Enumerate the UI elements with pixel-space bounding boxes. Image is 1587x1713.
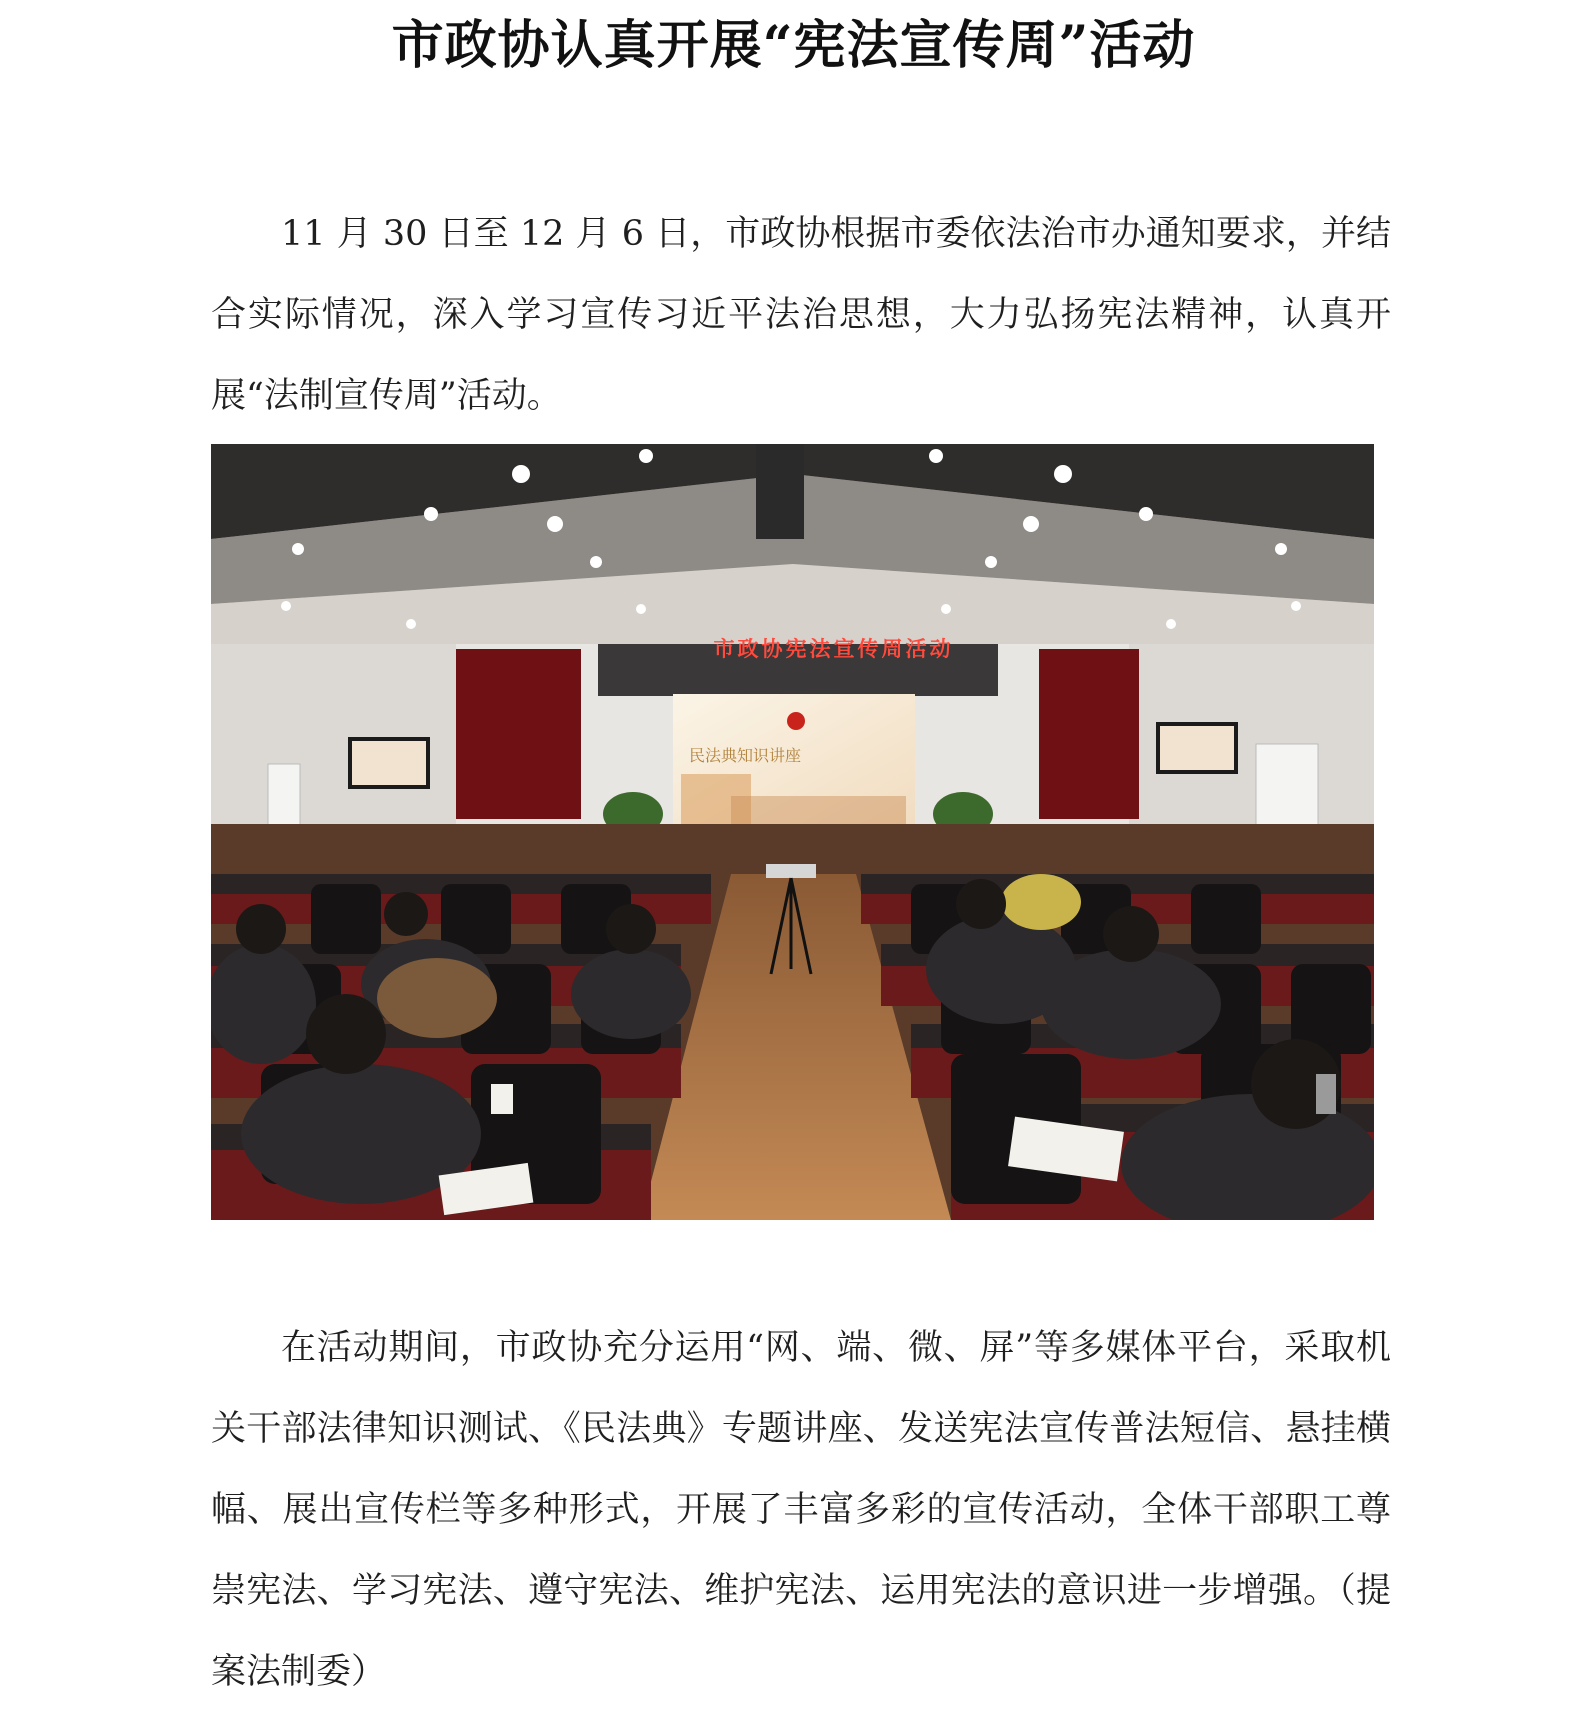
meeting-room-illustration [211, 444, 1374, 1220]
photo-banner-text: 市政协宪法宣传周活动 [713, 637, 954, 661]
article-paragraph-2: 在活动期间，市政协充分运用“网、端、微、屏”等多媒体平台，采取机关干部法律知识测试、《民法典》专题讲座、发送宪法宣传普法短信、悬挂横幅、展出宣传栏等多种形式，开展了丰富多彩的宣传活动，全体干部职工尊崇宪法、学习宪法、遵守宪法、维护宪法、运用宪法的意识进一步增强。（提案法制委） [211, 1328, 1391, 1692]
article-paragraph-1: 11 月 30 日至 12 月 6 日，市政协根据市委依法治市办通知要求，并结合实际情况，深入学习宣传习近平法治思想，大力弘扬宪法精神，认真开展“法制宣传周”活动。 [211, 214, 1391, 416]
article-title: 市政协认真开展“宪法宣传周”活动 [391, 15, 1196, 76]
meeting-photo [211, 444, 1374, 1220]
photo-screen-text: 民法典知识讲座 [689, 746, 802, 765]
